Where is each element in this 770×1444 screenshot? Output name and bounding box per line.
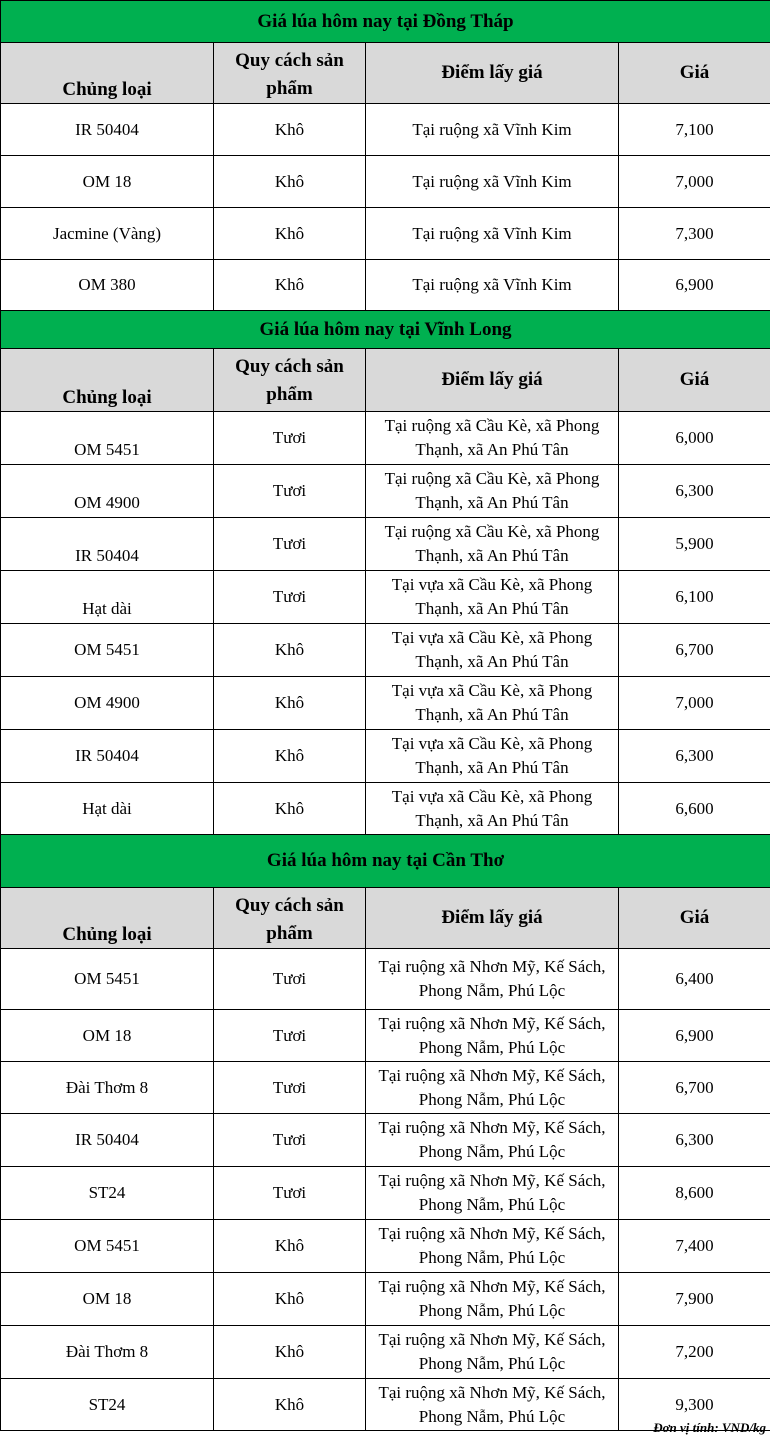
cell-spec: Tươi (214, 1010, 366, 1062)
cell-variety: ST24 (1, 1167, 214, 1220)
header-variety: Chủng loại (1, 349, 214, 412)
cell-location: Tại vựa xã Cầu Kè, xã Phong Thạnh, xã An Phú Tân (366, 677, 619, 730)
cell-location: Tại ruộng xã Cầu Kè, xã Phong Thạnh, xã An Phú Tân (366, 518, 619, 571)
section-title-row (1, 835, 770, 888)
cell-price: 8,600 (619, 1167, 770, 1220)
table-row (1, 208, 770, 260)
section-title-row (1, 311, 770, 349)
cell-variety: OM 18 (1, 1010, 214, 1062)
cell-spec: Khô (214, 1379, 366, 1431)
header-row (1, 43, 770, 104)
header-spec: Quy cách sản phẩm (214, 43, 366, 104)
header-variety: Chủng loại (1, 888, 214, 949)
header-row (1, 888, 770, 949)
cell-price: 7,100 (619, 104, 770, 156)
cell-spec: Khô (214, 783, 366, 835)
cell-price: 7,900 (619, 1273, 770, 1326)
cell-location: Tại vựa xã Cầu Kè, xã Phong Thạnh, xã An Phú Tân (366, 624, 619, 677)
cell-spec: Tươi (214, 465, 366, 518)
cell-variety: OM 4900 (1, 465, 214, 518)
table-row (1, 104, 770, 156)
table-row (1, 571, 770, 624)
table-row (1, 518, 770, 571)
cell-price: 6,700 (619, 1062, 770, 1114)
cell-location: Tại vựa xã Cầu Kè, xã Phong Thạnh, xã An Phú Tân (366, 571, 619, 624)
cell-location: Tại ruộng xã Vĩnh Kim (366, 260, 619, 311)
cell-price: 6,300 (619, 465, 770, 518)
table-row (1, 677, 770, 730)
cell-price: 6,700 (619, 624, 770, 677)
cell-variety: OM 5451 (1, 624, 214, 677)
cell-variety: OM 5451 (1, 949, 214, 1010)
header-price: Giá (619, 888, 770, 949)
section-title: Giá lúa hôm nay tại Đồng Tháp (1, 1, 770, 43)
cell-spec: Tươi (214, 1062, 366, 1114)
cell-spec: Khô (214, 1273, 366, 1326)
table-row (1, 624, 770, 677)
section-title: Giá lúa hôm nay tại Vĩnh Long (1, 311, 770, 349)
cell-location: Tại ruộng xã Vĩnh Kim (366, 208, 619, 260)
cell-spec: Khô (214, 104, 366, 156)
cell-variety: Jacmine (Vàng) (1, 208, 214, 260)
header-price: Giá (619, 43, 770, 104)
cell-price: 5,900 (619, 518, 770, 571)
table-row (1, 260, 770, 311)
table-row (1, 412, 770, 465)
table-row (1, 1167, 770, 1220)
cell-variety: ST24 (1, 1379, 214, 1431)
cell-price: 9,300 (619, 1379, 770, 1431)
cell-spec: Tươi (214, 571, 366, 624)
cell-location: Tại ruộng xã Nhơn Mỹ, Kế Sách, Phong Nẫm, Phú Lộc (366, 1010, 619, 1062)
cell-spec: Khô (214, 677, 366, 730)
cell-location: Tại ruộng xã Nhơn Mỹ, Kế Sách, Phong Nẫm, Phú Lộc (366, 1273, 619, 1326)
cell-variety: IR 50404 (1, 1114, 214, 1167)
cell-location: Tại ruộng xã Vĩnh Kim (366, 104, 619, 156)
header-location: Điểm lấy giá (366, 888, 619, 949)
cell-variety: OM 18 (1, 156, 214, 208)
table-row (1, 730, 770, 783)
table-row (1, 1010, 770, 1062)
cell-variety: OM 380 (1, 260, 214, 311)
header-row (1, 349, 770, 412)
cell-variety: Đài Thơm 8 (1, 1326, 214, 1379)
cell-location: Tại vựa xã Cầu Kè, xã Phong Thạnh, xã An Phú Tân (366, 730, 619, 783)
header-spec: Quy cách sản phẩm (214, 349, 366, 412)
table-row (1, 1326, 770, 1379)
section-title: Giá lúa hôm nay tại Cần Thơ (1, 835, 770, 888)
cell-variety: OM 5451 (1, 1220, 214, 1273)
unit-note: Đơn vị tính: VND/kg (653, 1420, 766, 1435)
cell-spec: Khô (214, 208, 366, 260)
cell-variety: OM 18 (1, 1273, 214, 1326)
cell-price: 7,000 (619, 156, 770, 208)
cell-price: 6,100 (619, 571, 770, 624)
cell-location: Tại ruộng xã Nhơn Mỹ, Kế Sách, Phong Nẫm, Phú Lộc (366, 1167, 619, 1220)
cell-spec: Khô (214, 730, 366, 783)
cell-variety: Hạt dài (1, 571, 214, 624)
cell-variety: IR 50404 (1, 104, 214, 156)
cell-spec: Tươi (214, 1114, 366, 1167)
cell-price: 7,400 (619, 1220, 770, 1273)
cell-location: Tại vựa xã Cầu Kè, xã Phong Thạnh, xã An Phú Tân (366, 783, 619, 835)
cell-variety: IR 50404 (1, 730, 214, 783)
cell-spec: Khô (214, 156, 366, 208)
cell-location: Tại ruộng xã Cầu Kè, xã Phong Thạnh, xã An Phú Tân (366, 465, 619, 518)
table-row (1, 1114, 770, 1167)
table-row (1, 1220, 770, 1273)
cell-variety: IR 50404 (1, 518, 214, 571)
header-variety: Chủng loại (1, 43, 214, 104)
cell-location: Tại ruộng xã Nhơn Mỹ, Kế Sách, Phong Nẫm, Phú Lộc (366, 1379, 619, 1431)
cell-location: Tại ruộng xã Nhơn Mỹ, Kế Sách, Phong Nẫm, Phú Lộc (366, 949, 619, 1010)
cell-price: 6,300 (619, 1114, 770, 1167)
header-location: Điểm lấy giá (366, 43, 619, 104)
cell-price: 6,300 (619, 730, 770, 783)
table-row (1, 783, 770, 835)
cell-location: Tại ruộng xã Vĩnh Kim (366, 156, 619, 208)
cell-spec: Khô (214, 624, 366, 677)
cell-variety: Hạt dài (1, 783, 214, 835)
cell-spec: Tươi (214, 412, 366, 465)
cell-spec: Tươi (214, 518, 366, 571)
cell-price: 7,300 (619, 208, 770, 260)
section-title-row (1, 1, 770, 43)
cell-location: Tại ruộng xã Cầu Kè, xã Phong Thạnh, xã An Phú Tân (366, 412, 619, 465)
table-row (1, 1273, 770, 1326)
cell-variety: OM 5451 (1, 412, 214, 465)
cell-price: 6,000 (619, 412, 770, 465)
cell-location: Tại ruộng xã Nhơn Mỹ, Kế Sách, Phong Nẫm, Phú Lộc (366, 1326, 619, 1379)
cell-spec: Khô (214, 260, 366, 311)
cell-price: 7,200 (619, 1326, 770, 1379)
table-body (1, 1, 770, 1431)
cell-price: 6,600 (619, 783, 770, 835)
table-row (1, 465, 770, 518)
cell-variety: Đài Thơm 8 (1, 1062, 214, 1114)
cell-price: 6,900 (619, 1010, 770, 1062)
cell-price: 7,000 (619, 677, 770, 730)
cell-variety: OM 4900 (1, 677, 214, 730)
cell-price: 6,400 (619, 949, 770, 1010)
cell-price: 6,900 (619, 260, 770, 311)
cell-location: Tại ruộng xã Nhơn Mỹ, Kế Sách, Phong Nẫm, Phú Lộc (366, 1114, 619, 1167)
table-row (1, 949, 770, 1010)
cell-location: Tại ruộng xã Nhơn Mỹ, Kế Sách, Phong Nẫm, Phú Lộc (366, 1062, 619, 1114)
cell-spec: Khô (214, 1220, 366, 1273)
header-price: Giá (619, 349, 770, 412)
header-spec: Quy cách sản phẩm (214, 888, 366, 949)
cell-spec: Tươi (214, 1167, 366, 1220)
cell-location: Tại ruộng xã Nhơn Mỹ, Kế Sách, Phong Nẫm, Phú Lộc (366, 1220, 619, 1273)
cell-spec: Tươi (214, 949, 366, 1010)
cell-spec: Khô (214, 1326, 366, 1379)
header-location: Điểm lấy giá (366, 349, 619, 412)
table-row (1, 156, 770, 208)
table-row (1, 1062, 770, 1114)
